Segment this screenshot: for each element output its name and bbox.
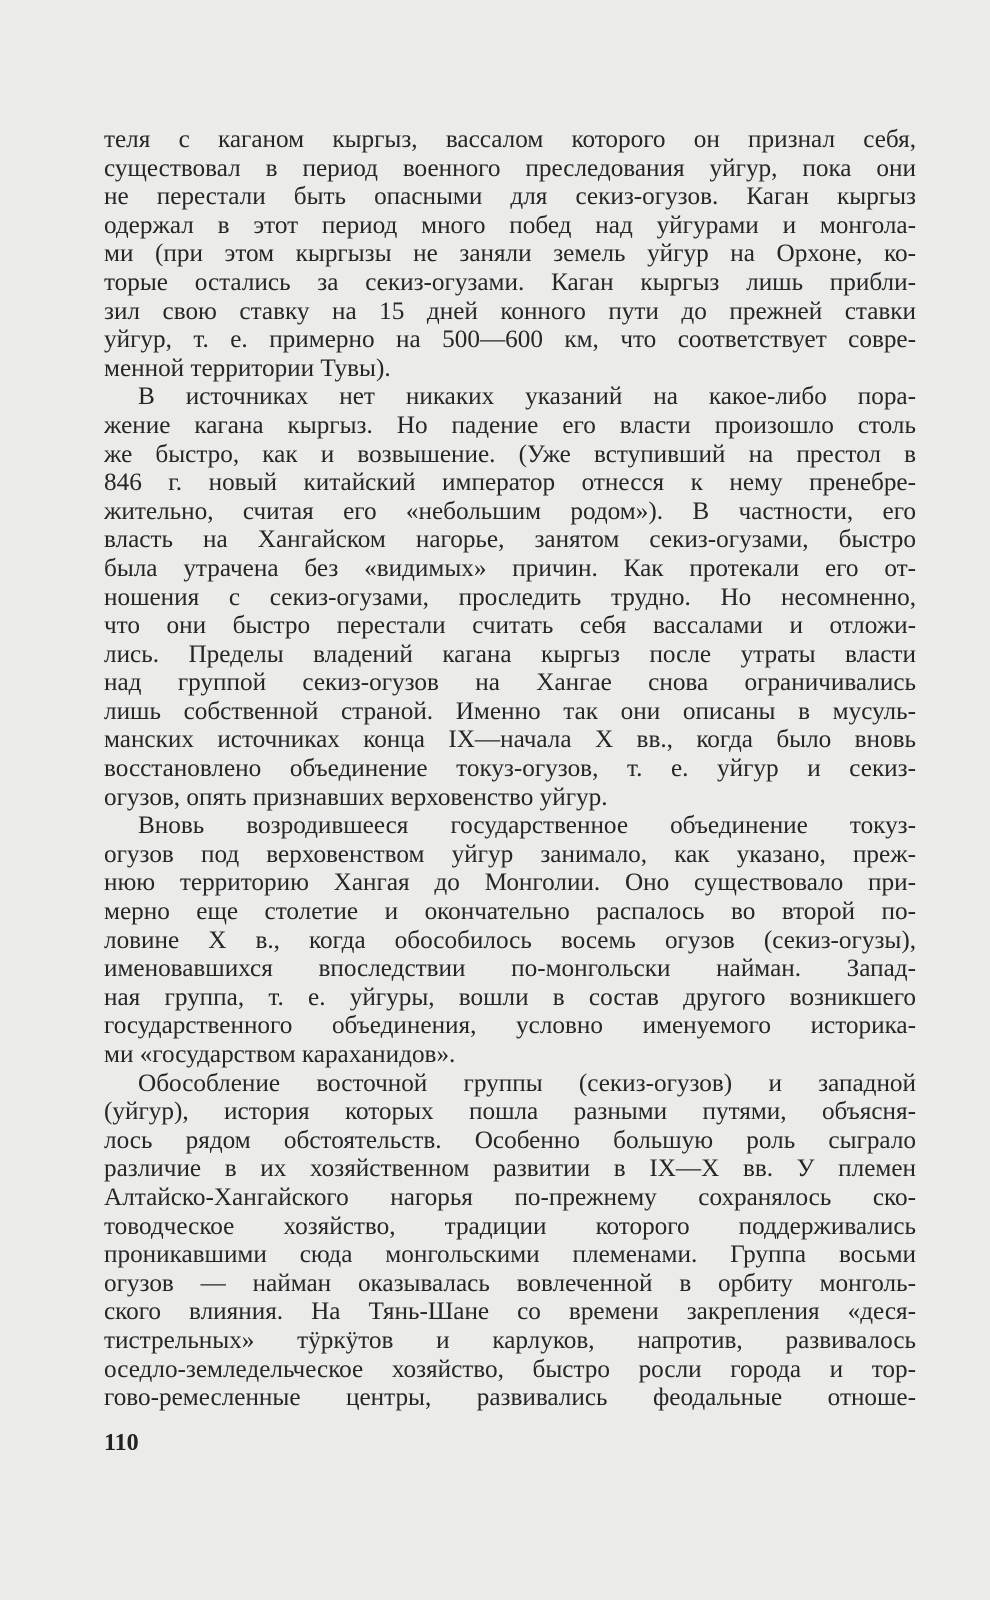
paragraph <box>104 126 916 383</box>
text-line: 846 г. новый китайский император отнесся к нему пренебре- <box>104 469 916 497</box>
text-line: оседло-земледельческое хозяйство, быстро росли города и тор- <box>104 1355 916 1383</box>
text-line: власть на Хангайском нагорье, занятом секиз-огузами, быстро <box>104 526 916 554</box>
text-line: над группой секиз-огузов на Хангае снова ограничивались <box>104 669 916 697</box>
text-line: государственного объединения, условно именуемого историка- <box>104 1012 916 1040</box>
paragraph <box>104 812 916 1069</box>
text-line: ского влияния. На Тянь-Шане со времени закрепления «деся- <box>104 1298 916 1326</box>
text-line: Алтайско-Хангайского нагорья по-прежнему сохранялось ско- <box>104 1183 916 1211</box>
text-line: существовал в период военного преследования уйгур, пока они <box>104 154 916 182</box>
text-line: менной территории Тувы). <box>104 354 391 382</box>
paragraph <box>104 383 916 812</box>
text-line: лись. Пределы владений кагана кыргыз после утраты власти <box>104 640 916 668</box>
text-line: что они быстро перестали считать себя вассалами и отложи- <box>104 612 916 640</box>
text-line: ношения с секиз-огузами, проследить трудно. Но несомненно, <box>104 583 916 611</box>
text-line: В источниках нет никаких указаний на какое-либо пора- <box>138 383 916 411</box>
text-line: лишь собственной страной. Именно так они описаны в мусуль- <box>104 697 916 725</box>
text-line: теля с каганом кыргыз, вассалом которого он признал себя, <box>104 126 916 153</box>
text-line: ми «государством караханидов». <box>104 1041 456 1068</box>
body-text <box>104 126 916 1413</box>
text-line: торые остались за секиз-огузами. Каган кыргыз лишь прибли- <box>104 268 916 296</box>
text-line: тистрельных» тӱркӱтов и карлуков, напротив, развивалось <box>104 1326 916 1354</box>
text-line: одержал в этот период много побед над уйгурами и монгола- <box>104 211 916 239</box>
paragraph <box>104 1070 916 1413</box>
text-line: различие в их хозяйственном развитии в IX—X вв. У племен <box>104 1155 916 1183</box>
text-line: же быстро, как и возвышение. (Уже вступивший на престол в <box>104 440 916 468</box>
text-line: гово-ремесленные центры, развивались феодальные отноше- <box>104 1384 916 1412</box>
text-line: нюю территорию Хангая до Монголии. Оно существовало при- <box>104 869 916 897</box>
text-line: товодческое хозяйство, традиции которого поддерживались <box>104 1212 916 1240</box>
text-line: манских источниках конца IX—начала X вв., когда было вновь <box>104 726 916 754</box>
text-line: восстановлено объединение токуз-огузов, т. е. уйгур и секиз- <box>104 755 916 783</box>
text-line: не перестали быть опасными для секиз-огузов. Каган кыргыз <box>104 183 916 211</box>
text-line: мерно еще столетие и окончательно распалось во второй по- <box>104 898 916 926</box>
text-line: зил свою ставку на 15 дней конного пути до прежней ставки <box>104 297 916 325</box>
text-line: Вновь возродившееся государственное объединение токуз- <box>138 812 916 840</box>
text-line: (уйгур), история которых пошла разными путями, объясня- <box>104 1098 916 1126</box>
page-number: 110 <box>104 1430 139 1456</box>
text-line: была утрачена без «видимых» причин. Как протекали его от- <box>104 554 916 582</box>
text-line: Обособление восточной группы (секиз-огузов) и западной <box>138 1069 916 1097</box>
text-line: огузов — найман оказывалась вовлеченной в орбиту монголь- <box>104 1269 916 1297</box>
text-line: огузов, опять признавших верховенство уйгур. <box>104 783 608 811</box>
text-line: огузов под верховенством уйгур занимало, как указано, преж- <box>104 840 916 868</box>
text-line: ми (при этом кыргызы не заняли земель уйгур на Орхоне, ко- <box>104 240 916 268</box>
text-line: уйгур, т. е. примерно на 500—600 км, что соответствует совре- <box>104 326 916 354</box>
text-line: лось рядом обстоятельств. Особенно большую роль сыграло <box>104 1126 916 1154</box>
text-line: жительно, считая его «небольшим родом»). В частности, его <box>104 497 916 525</box>
text-line: жение кагана кыргыз. Но падение его власти произошло столь <box>104 411 916 439</box>
text-line: ловине X в., когда обособилось восемь огузов (секиз-огузы), <box>104 926 916 954</box>
text-line: ная группа, т. е. уйгуры, вошли в состав другого возникшего <box>104 983 916 1011</box>
text-line: именовавшихся впоследствии по-монгольски найман. Запад- <box>104 955 916 983</box>
text-line: проникавшими сюда монгольскими племенами. Группа восьми <box>104 1241 916 1269</box>
